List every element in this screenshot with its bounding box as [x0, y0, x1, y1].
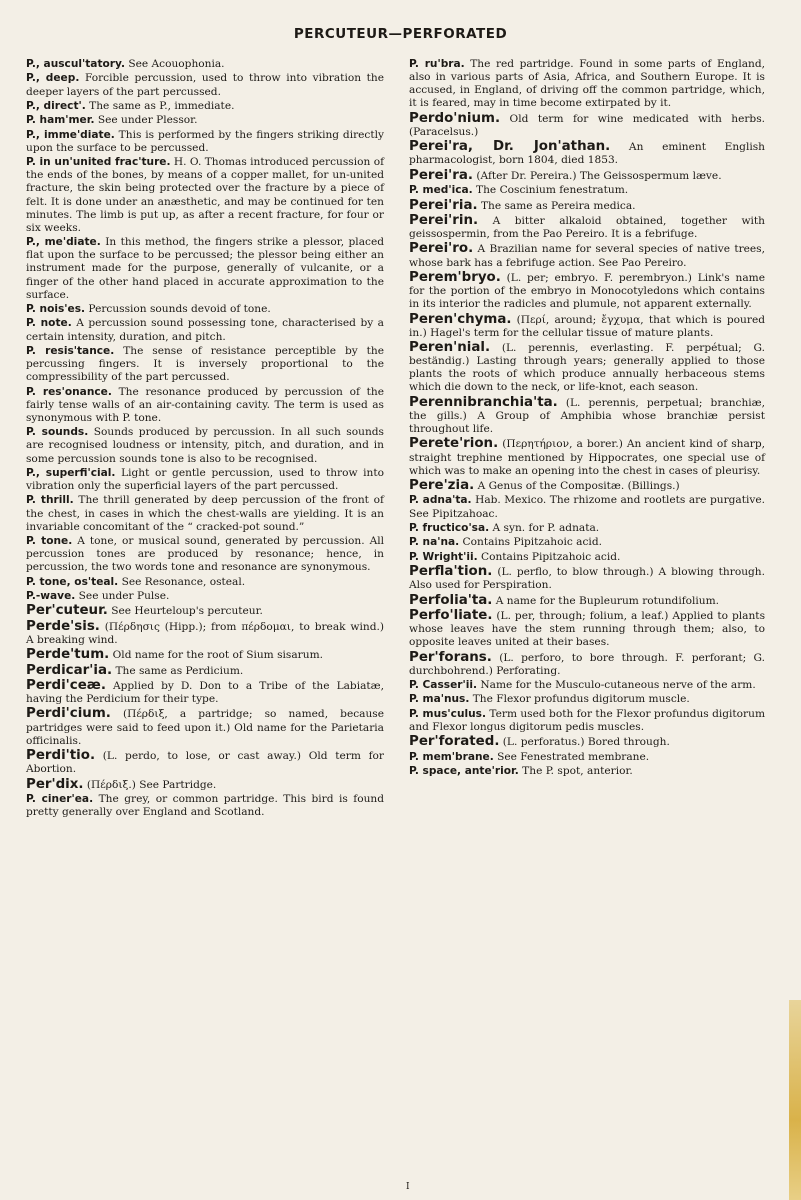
entry-headword: P. sounds. [26, 426, 89, 439]
entry-definition: The Flexor profundus digitorum muscle. [469, 693, 690, 706]
entry-definition: The Coscinium fenestratum. [472, 184, 629, 197]
entry-headword: P. fructico'sa. [409, 521, 490, 534]
entry-definition: The same as P., immediate. [85, 99, 235, 112]
entry-definition: The resonance produced by percussion of the fairly tense walls of an air-containing cavity. The term is used as synonymous with P. tone. [26, 385, 384, 424]
page-header: PERCUTEUR—PERFORATED [293, 26, 508, 42]
dictionary-entry [26, 72, 384, 98]
entry-headword: P. mem'brane. [409, 750, 494, 763]
dictionary-entry [26, 156, 384, 235]
entry-definition: Old name for the root of Sium sisarum. [109, 649, 323, 662]
entry-definition: (Πέρδιξ.) See Partridge. [83, 778, 217, 791]
entry-headword: Perfo'liate. [409, 607, 493, 623]
dictionary-entry [409, 214, 765, 241]
entry-definition: Sounds produced by percussion. In all such sounds are recognised loudness or intensity, pitch, and duration, and in some percussion sounds tone is also to be recognised. [26, 426, 384, 465]
entry-headword: Per'dix. [26, 776, 84, 792]
entry-definition: See Fenestrated membrane. [493, 750, 650, 763]
entry-headword: P. space, ante'rior. [409, 764, 519, 777]
dictionary-entry [409, 536, 765, 549]
entry-headword: Peren'nial. [409, 340, 491, 355]
entry-definition: See Acouophonia. [124, 58, 225, 70]
entry-headword: P. ciner'ea. [26, 792, 94, 805]
dictionary-entry [26, 129, 384, 155]
entry-definition: (L. perforatus.) Bored through. [499, 736, 670, 749]
left-column [26, 58, 384, 820]
entry-definition: A Genus of the Compositæ. (Billings.) [474, 480, 680, 493]
entry-definition: (L. perennis, perpetual; branchiæ, the gills.) A Group of Amphibia whose branchiæ persist throughout life. [409, 396, 765, 436]
entry-definition: (Περητήριον, a borer.) An ancient kind of sharp, straight trephine mentioned by Hippocrates, one special use of which was to make an opening into the chest in cases of pleurisy. [409, 438, 765, 477]
dictionary-entry [26, 604, 384, 618]
dictionary-entry [409, 522, 765, 535]
dictionary-entry [409, 341, 765, 395]
entry-headword: Perei'ria. [409, 197, 478, 213]
entry-definition: See under Plessor. [94, 114, 198, 127]
dictionary-entry [26, 345, 384, 384]
entry-definition: The same as Perdicium. [112, 664, 244, 677]
entry-headword: Perei'ra. [409, 167, 473, 183]
entry-headword: P., direct'. [26, 99, 86, 112]
dictionary-entry [409, 751, 765, 764]
dictionary-entry [26, 494, 384, 533]
right-column [409, 58, 765, 779]
dictionary-entry [26, 648, 384, 662]
entry-headword: P. in un'united frac'ture. [26, 156, 171, 169]
entry-definition: Forcible percussion, used to throw into vibration the deeper layers of the part percussed. [26, 72, 384, 98]
entry-headword: Perde'tum. [26, 647, 110, 663]
entry-headword: Perei'rin. [409, 212, 479, 228]
dictionary-entry [26, 467, 384, 493]
dictionary-entry [409, 242, 765, 269]
entry-definition: (L. perdo, to lose, or cast away.) Old term for Abortion. [26, 750, 384, 776]
entry-definition: (L. per, through; folium, a leaf.) Applied to plants whose leaves have the stem running through them; also, to opposite leaves united at their bases. [409, 609, 765, 649]
entry-definition: (Πέρδιξ, a partridge; so named, because partridges were said to feed upon it.) Old name for the Parietaria officinalis. [26, 708, 384, 747]
dictionary-entry [26, 778, 384, 792]
entry-headword: Per'forated. [409, 734, 500, 750]
dictionary-entry [409, 437, 765, 477]
entry-headword: Peren'chyma. [409, 311, 512, 327]
dictionary-entry [409, 565, 765, 592]
dictionary-entry [409, 313, 765, 340]
dictionary-entry [26, 749, 384, 776]
entry-headword: P., me'diate. [26, 236, 101, 249]
dictionary-entry [409, 140, 765, 167]
dictionary-entry [409, 765, 765, 778]
entry-definition: H. O. Thomas introduced percussion of the ends of the bones, by means of a copper mallet, for un-united fracture, the skin being protected over the fracture by a piece of felt. It is done under an anæsthetic, and may be continued for ten minutes. The limb is put up, as after a recent fracture, for four or six weeks. [26, 156, 385, 234]
entry-definition: In this method, the fingers strike a plessor, placed flat upon the surface to be percussed; the plessor being either an instrument made for the purpose, generally of vulcanite, or a finger of the other hand placed in accurate approximation to the surface. [26, 236, 384, 301]
dictionary-entry [409, 58, 765, 111]
entry-headword: P. na'na. [409, 536, 460, 549]
entry-definition: The sense of resistance perceptible by the percussing fingers. It is inversely proportional to the compressibility of the part percussed. [26, 344, 384, 384]
entry-headword: Per'forans. [409, 649, 492, 665]
entry-headword: Perem'bryo. [409, 269, 501, 285]
entry-definition: Percussion sounds devoid of tone. [85, 303, 271, 316]
entry-definition: (L. perflo, to blow through.) A blowing through. Also used for Perspiration. [409, 566, 765, 592]
entry-headword: P. ru'bra. [409, 58, 465, 70]
entry-definition: A name for the Bupleurum rotundifolium. [492, 594, 720, 607]
entry-headword: P. res'onance. [26, 385, 112, 398]
entry-definition: See Resonance, osteal. [118, 575, 246, 588]
entry-definition: The P. spot, anterior. [518, 764, 633, 777]
entry-headword: Perdi'tio. [26, 748, 96, 764]
entry-headword: Perei'ra, Dr. Jon'athan. [409, 139, 611, 155]
dictionary-entry [26, 58, 384, 71]
entry-headword: P. med'ica. [409, 184, 473, 197]
entry-definition: The grey, or common partridge. This bird is found pretty generally over England and Scotland. [26, 792, 384, 819]
entry-headword: Perdi'cium. [26, 706, 111, 722]
entry-headword: Perdo'nium. [409, 110, 501, 126]
entry-headword: Perennibranchia'ta. [409, 394, 558, 410]
entry-headword: P. resis'tance. [26, 344, 115, 357]
dictionary-entry [409, 708, 765, 734]
dictionary-entry [26, 590, 384, 603]
entry-headword: P. tone, os'teal. [26, 575, 119, 588]
entry-headword: P. nois'es. [26, 303, 86, 316]
entry-headword: P., deep. [26, 72, 80, 85]
entry-headword: Perete'rion. [409, 436, 499, 452]
entry-headword: Perdi'ceæ. [26, 677, 106, 693]
dictionary-entry [409, 693, 765, 706]
dictionary-entry [409, 112, 765, 139]
entry-definition: Contains Pipitzahoic acid. [477, 550, 621, 563]
entry-definition: Old term for wine medicated with herbs. (Paracelsus.) [409, 112, 765, 138]
entry-headword: P. ma'nus. [409, 693, 470, 706]
entry-headword: Per'cuteur. [26, 603, 108, 619]
entry-definition: This is performed by the fingers striking directly upon the surface to be percussed. [26, 128, 384, 154]
entry-headword: Perdicar'ia. [26, 662, 113, 678]
dictionary-entry [26, 576, 384, 589]
entry-definition: Contains Pipitzahoic acid. [459, 536, 602, 549]
entry-headword: P. tone. [26, 535, 73, 548]
entry-headword: Perde'sis. [26, 618, 100, 634]
entry-headword: P. adna'ta. [409, 494, 472, 507]
entry-definition: A Brazilian name for several species of native trees, whose bark has a febrifuge action. See Pao Pereiro. [409, 243, 765, 269]
dictionary-entry [26, 793, 384, 819]
dictionary-entry [409, 271, 765, 311]
page-edge-tab [789, 1000, 801, 1200]
dictionary-entry [409, 735, 765, 749]
entry-headword: P., superfi'cial. [26, 466, 116, 479]
entry-headword: Perfolia'ta. [409, 592, 493, 608]
dictionary-entry [409, 594, 765, 608]
entry-headword: Pere'zia. [409, 478, 475, 494]
entry-definition: The thrill generated by deep percussion of the front of the chest, in cases in which the chest-walls are yielding. It is an invariable concomitant of the “ cracked-pot sound.” [26, 494, 384, 533]
entry-definition: (Πέρδησις (Hipp.); from πέρδομαι, to break wind.) A breaking wind. [26, 620, 384, 646]
entry-definition: (Περί, around; ἔγχυμα, that which is poured in.) Hagel's term for the cellular tissue of mature plants. [409, 313, 765, 339]
entry-definition: (L. perennis, everlasting. F. perpétual; G. beständig.) Lasting through years; generally applied to those plants the roots of which produce annually herbaceous stems which die down to the neck, or life-knot, each season. [409, 342, 765, 394]
entry-headword: P. mus'culus. [409, 707, 486, 720]
dictionary-entry [409, 479, 765, 493]
entry-definition: A percussion sound possessing tone, characterised by a certain intensity, duration, and pitch. [26, 317, 384, 343]
dictionary-entry [26, 114, 384, 127]
dictionary-entry [409, 184, 765, 197]
entry-definition: See Heurteloup's percuteur. [107, 605, 263, 618]
entry-definition: The same as Pereira medica. [477, 199, 636, 212]
dictionary-entry [409, 396, 765, 436]
entry-definition: See under Pulse. [75, 590, 170, 603]
dictionary-entry [409, 679, 765, 692]
entry-headword: P. Wright'ii. [409, 550, 478, 563]
entry-definition: Hab. Mexico. The rhizome and rootlets are purgative. See Pipitzahoac. [409, 494, 765, 520]
entry-definition: The red partridge. Found in some parts of England, also in various parts of Asia, Africa, and Southern Europe. It is accused, in England, of driving off the common partridge, which, it is feared, may in time become extirpated by it. [409, 58, 765, 110]
entry-definition: (After Dr. Pereira.) The Geissospermum læve. [473, 169, 722, 182]
entry-headword: P.-wave. [26, 590, 76, 603]
entry-definition: A tone, or musical sound, generated by percussion. All percussion tones are produced by resonance; hence, in percussion, the two words tone and resonance are synonymous. [26, 535, 384, 574]
dictionary-entry [26, 386, 384, 425]
entry-definition: A bitter alkaloid obtained, together with geissospermin, from the Pao Pereiro. It is a febrifuge. [409, 214, 765, 240]
dictionary-entry [26, 620, 384, 647]
entry-headword: P. note. [26, 317, 72, 330]
entry-definition: An eminent English pharmacologist, born 1804, died 1853. [409, 141, 765, 167]
dictionary-entry [409, 169, 765, 183]
dictionary-entry [409, 609, 765, 649]
entry-definition: Term used both for the Flexor profundus digitorum and Flexor longus digitorum pedis muscles. [409, 707, 765, 733]
entry-headword: P., imme'diate. [26, 128, 115, 141]
dictionary-entry [26, 535, 384, 574]
dictionary-entry [26, 664, 384, 678]
dictionary-entry [409, 494, 765, 520]
entry-definition: (L. per; embryo. F. perembryon.) Link's name for the portion of the embryo in Monocotyledons which contains in its interior the radicles and plumule, not apparent externally. [409, 271, 765, 311]
dictionary-entry [26, 679, 384, 706]
dictionary-entry [26, 317, 384, 343]
entry-headword: Perei'ro. [409, 241, 474, 257]
entry-headword: P., auscul'tatory. [26, 58, 125, 70]
footer-mark: I [406, 1182, 410, 1192]
entry-definition: A syn. for P. adnata. [489, 521, 600, 534]
dictionary-entry [26, 707, 384, 747]
dictionary-entry [26, 100, 384, 113]
entry-definition: Light or gentle percussion, used to throw into vibration only the superficial layers of the part percussed. [26, 466, 384, 493]
entry-headword: P. Casser'ii. [409, 679, 478, 691]
entry-definition: Name for the Musculo-cutaneous nerve of the arm. [477, 679, 756, 691]
dictionary-entry [409, 551, 765, 564]
dictionary-entry [26, 426, 384, 465]
entry-headword: P. ham'mer. [26, 114, 95, 127]
entry-headword: P. thrill. [26, 494, 74, 507]
dictionary-entry [409, 651, 765, 678]
dictionary-entry [26, 236, 384, 302]
entry-headword: Perfla'tion. [409, 564, 493, 579]
entry-definition: (L. perforo, to bore through. F. perforant; G. durchbohrend.) Perforating. [409, 651, 765, 677]
dictionary-entry [26, 303, 384, 316]
entry-definition: Applied by D. Don to a Tribe of the Labiatæ, having the Perdicium for their type. [26, 679, 384, 706]
dictionary-entry [409, 199, 765, 213]
